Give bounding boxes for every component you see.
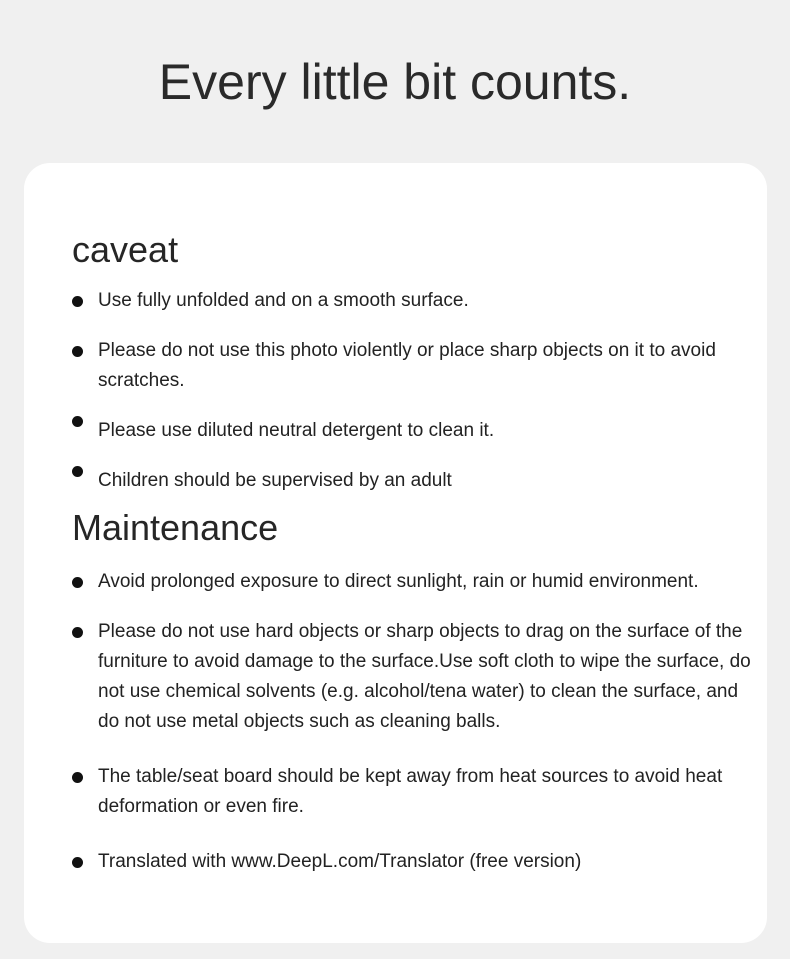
bullet-icon — [72, 627, 83, 638]
caveat-item-text: Use fully unfolded and on a smooth surface. — [98, 290, 469, 311]
bullet-icon — [72, 772, 83, 783]
bullet-icon — [72, 466, 83, 477]
page-headline: Every little bit counts. — [158, 54, 632, 110]
bullet-icon — [72, 296, 83, 307]
bullet-icon — [72, 346, 83, 357]
caveat-item-text: Children should be supervised by an adult — [98, 470, 452, 491]
bullet-icon — [72, 857, 83, 868]
maintenance-item-text: Avoid prolonged exposure to direct sunlight, rain or humid environment. — [98, 571, 699, 592]
content-card — [24, 163, 767, 943]
maintenance-item-text: Translated with www.DeepL.com/Translator (free version) — [98, 851, 582, 872]
bullet-icon — [72, 416, 83, 427]
bullet-icon — [72, 577, 83, 588]
maintenance-item-text: The table/seat board should be kept away from heat sources to avoid heat deformation or even fire. — [98, 766, 723, 817]
section-title-maintenance: Maintenance — [72, 507, 279, 548]
caveat-item-text: Please do not use this photo violently or place sharp objects on it to avoid scratches. — [98, 340, 716, 391]
caveat-item-text: Please use diluted neutral detergent to clean it. — [98, 420, 495, 441]
maintenance-item-text: Please do not use hard objects or sharp objects to drag on the surface of the furniture to avoid damage to the surface.Use soft cloth to wipe the surface, do not use chemical solvents (e.g. alcohol/tena water) to clean the surface, and do not use metal objects such as cleaning balls. — [98, 621, 751, 732]
section-title-caveat: caveat — [72, 229, 179, 270]
